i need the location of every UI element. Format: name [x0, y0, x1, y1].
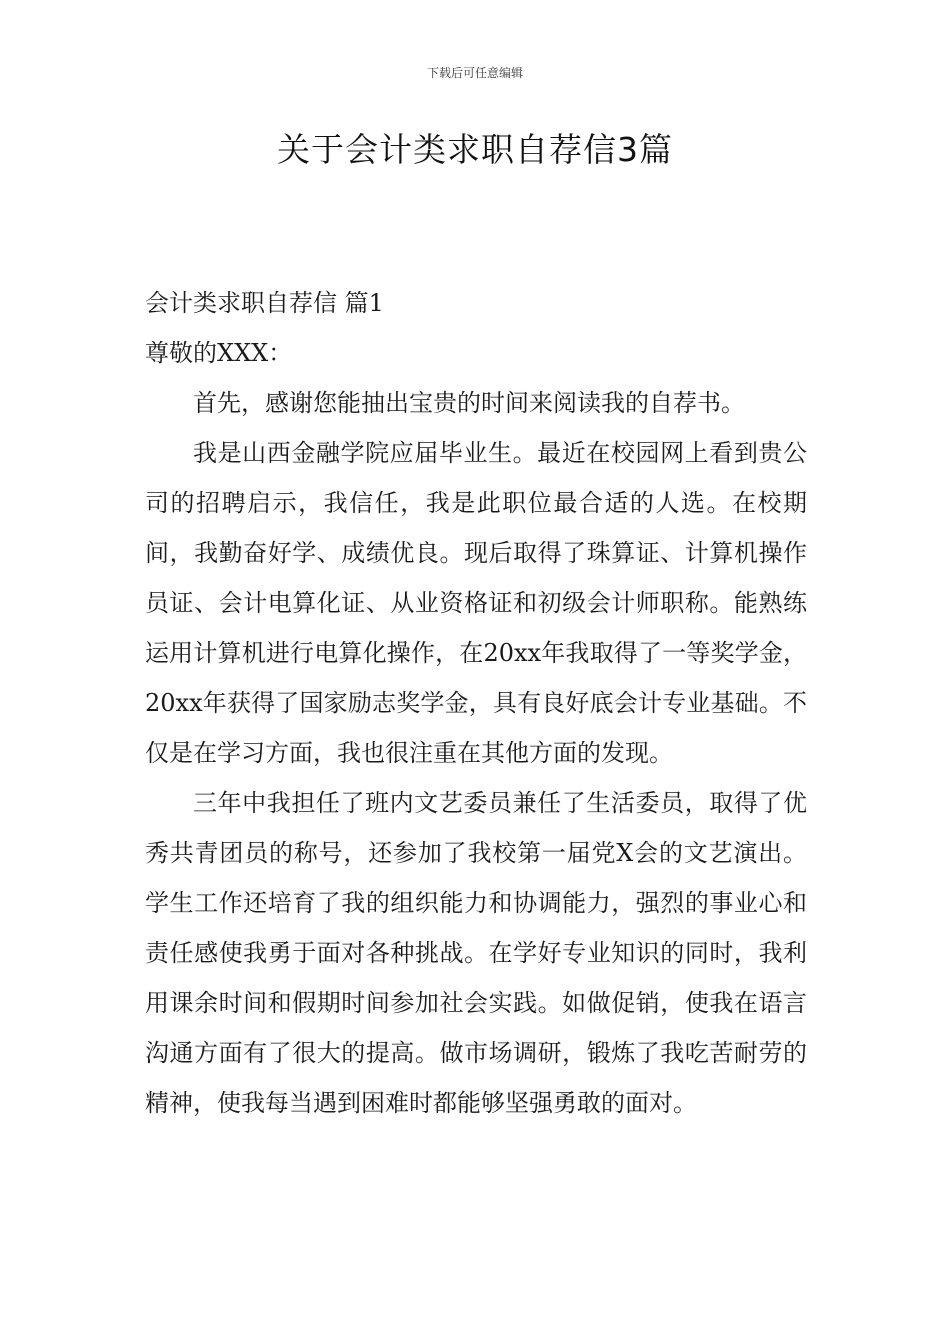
- header-note: 下载后可任意编辑: [426, 66, 523, 80]
- section-heading: 会计类求职自荐信 篇1: [145, 289, 384, 317]
- salutation: 尊敬的XXX：: [145, 339, 293, 367]
- document-title: 关于会计类求职自荐信3篇: [277, 130, 673, 169]
- paragraph-3: 三年中我担任了班内文艺委员兼任了生活委员，取得了优秀共青团员的称号，还参加了我校第一届党X会的文艺演出。学生工作还培育了我的组织能力和协调能力，强烈的事业心和责任感使我勇于面对各种挑战。在学好专业知识的同时，我利用课余时间和假期时间参加社会实践。如做促销，使我在语言沟通方面有了很大的提高。做市场调研，锻炼了我吃苦耐劳的精神，使我每当遇到困难时都能够坚强勇敢的面对。: [145, 789, 807, 1117]
- paragraph-1: 首先，感谢您能抽出宝贵的时间来阅读我的自荐书。: [193, 389, 745, 417]
- paragraph-2: 我是山西金融学院应届毕业生。最近在校园网上看到贵公司的招聘启示，我信任，我是此职位最合适的人选。在校期间，我勤奋好学、成绩优良。现后取得了珠算证、计算机操作员证、会计电算化证、从业资格证和初级会计师职称。能熟练运用计算机进行电算化操作，在20xx年我取得了一等奖学金，20xx年获得了国家励志奖学金，具有良好底会计专业基础。不仅是在学习方面，我也很注重在其他方面的发现。: [145, 439, 807, 767]
- document-body: [145, 278, 807, 1128]
